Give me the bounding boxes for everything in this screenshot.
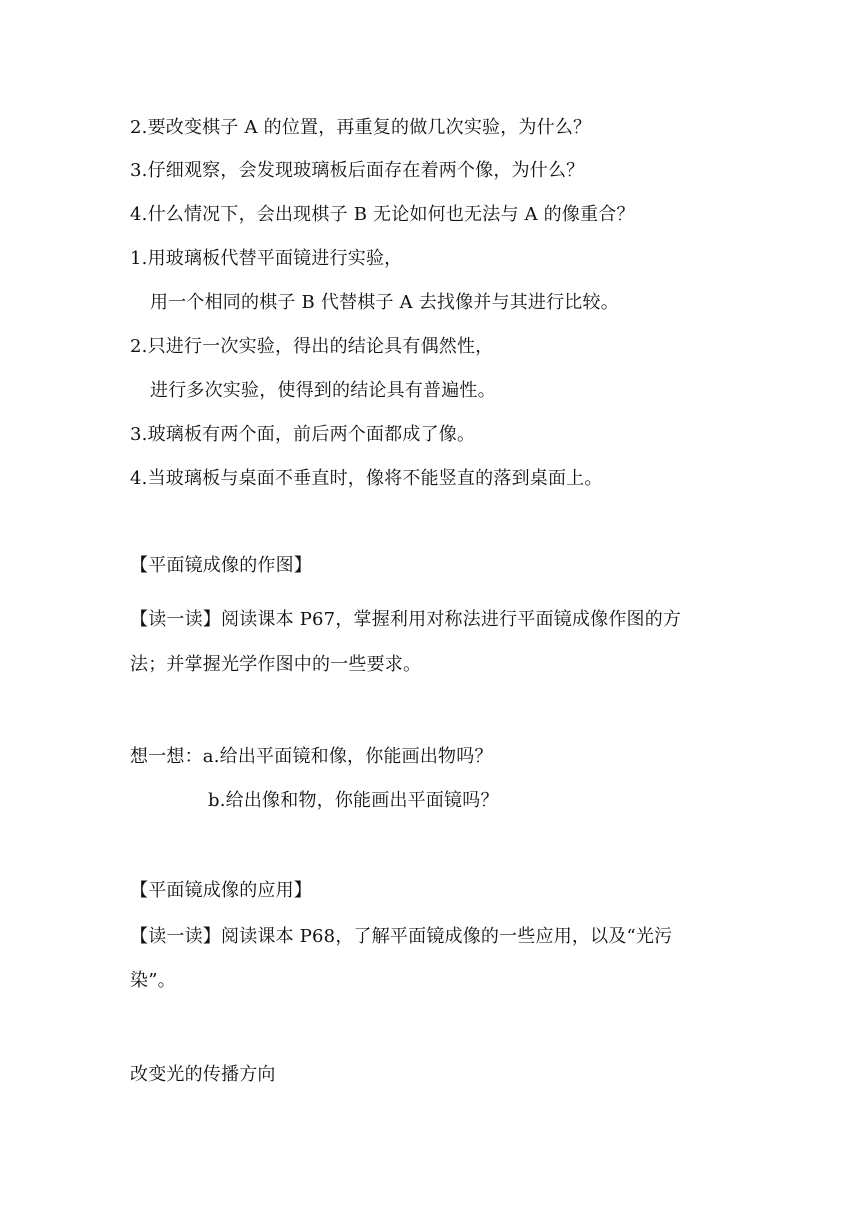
reading-drawing-line-2: 法；并掌握光学作图中的一些要求。	[130, 654, 422, 675]
section-heading-drawing: 【平面镜成像的作图】	[130, 555, 312, 576]
answer-4: 4.当玻璃板与桌面不垂直时，像将不能竖直的落到桌面上。	[130, 468, 603, 489]
answer-3: 3.玻璃板有两个面，前后两个面都成了像。	[130, 424, 476, 445]
question-3: 3.仔细观察，会发现玻璃板后面存在着两个像，为什么？	[130, 160, 585, 181]
question-4: 4.什么情况下，会出现棋子 B 无论如何也无法与 A 的像重合？	[130, 204, 635, 225]
answer-2: 2.只进行一次实验，得出的结论具有偶然性，	[130, 336, 494, 357]
question-2: 2.要改变棋子 A 的位置，再重复的做几次实验，为什么？	[130, 117, 592, 138]
answer-2-continued: 进行多次实验，使得到的结论具有普遍性。	[150, 380, 496, 401]
section-title-light-direction: 改变光的传播方向	[130, 1064, 276, 1085]
reading-drawing-line-1: 【读一读】阅读课本 P67，掌握利用对称法进行平面镜成像作图的方	[130, 609, 682, 630]
reading-application-line-1: 【读一读】阅读课本 P68，了解平面镜成像的一些应用，以及“光污	[130, 926, 673, 947]
reading-application-line-2: 染”。	[130, 970, 176, 991]
think-question-b: b.给出像和物，你能画出平面镜吗？	[208, 790, 499, 811]
answer-1-continued: 用一个相同的棋子 B 代替棋子 A 去找像并与其进行比较。	[150, 292, 619, 313]
answer-1: 1.用玻璃板代替平面镜进行实验，	[130, 248, 403, 269]
think-question-a: 想一想：a.给出平面镜和像，你能画出物吗？	[130, 746, 493, 767]
section-heading-application: 【平面镜成像的应用】	[130, 880, 312, 901]
